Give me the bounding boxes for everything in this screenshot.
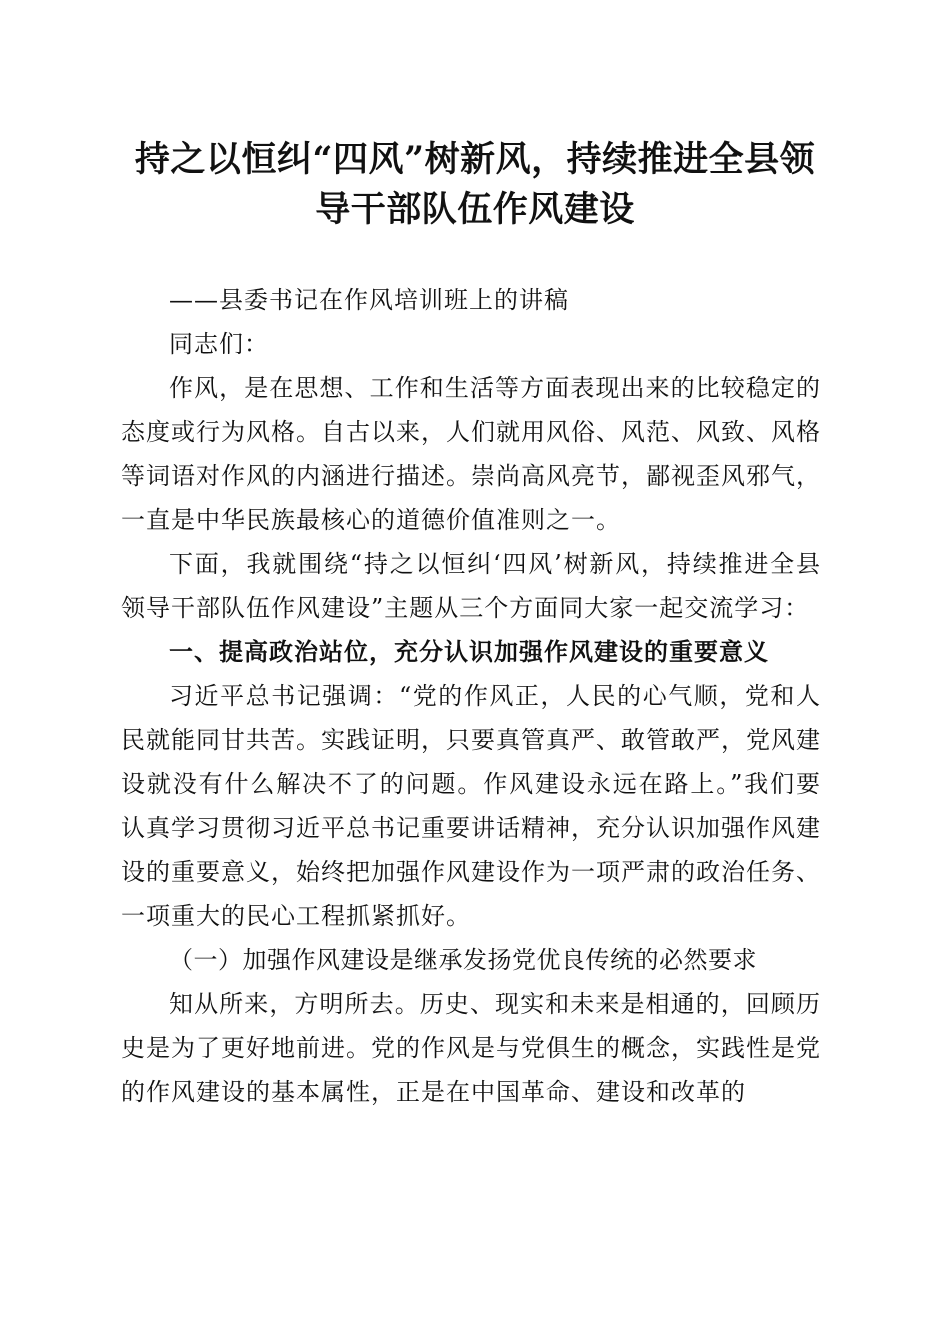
section-1-subheading: （一）加强作风建设是继承发扬党优良传统的必然要求: [169, 946, 757, 974]
salutation: 同志们：: [169, 330, 269, 358]
section-1-sub-paragraph: 知从所来，方明所去。历史、现实和未来是相通的，回顾历史是为了更好地前进。党的作风是与党俱生的概念，实践性是党的作风建设的基本属性，正是在中国革命、建设和改革的: [121, 990, 821, 1106]
section-1-heading: 一、提高政治站位，充分认识加强作风建设的重要意义: [169, 637, 769, 666]
title-line-1: 持之以恒纠“四风”树新风，持续推进全县领: [134, 139, 816, 180]
document-body: [121, 278, 821, 1114]
paragraph-outline: 下面，我就围绕“持之以恒纠‘四风’树新风，持续推进全县领导干部队伍作风建设”主题从三个方面同大家一起交流学习：: [121, 550, 821, 622]
paragraph-intro: 作风，是在思想、工作和生活等方面表现出来的比较稳定的态度或行为风格。自古以来，人们就用风俗、风范、风致、风格等词语对作风的内涵进行描述。崇尚高风亮节，鄙视歪风邪气，一直是中华民族最核心的道德价值准则之一。: [121, 374, 821, 534]
section-1-paragraph: 习近平总书记强调：“党的作风正，人民的心气顺，党和人民就能同甘共苦。实践证明，只要真管真严、敢管敢严，党风建设就没有什么解决不了的问题。作风建设永远在路上。”我们要认真学习贯彻习近平总书记重要讲话精神，充分认识加强作风建设的重要意义，始终把加强作风建设作为一项严肃的政治任务、一项重大的民心工程抓紧抓好。: [121, 682, 821, 930]
title-line-2: 导干部队伍作风建设: [315, 189, 635, 230]
document-title: [110, 135, 840, 235]
subtitle: ——县委书记在作风培训班上的讲稿: [169, 286, 569, 314]
